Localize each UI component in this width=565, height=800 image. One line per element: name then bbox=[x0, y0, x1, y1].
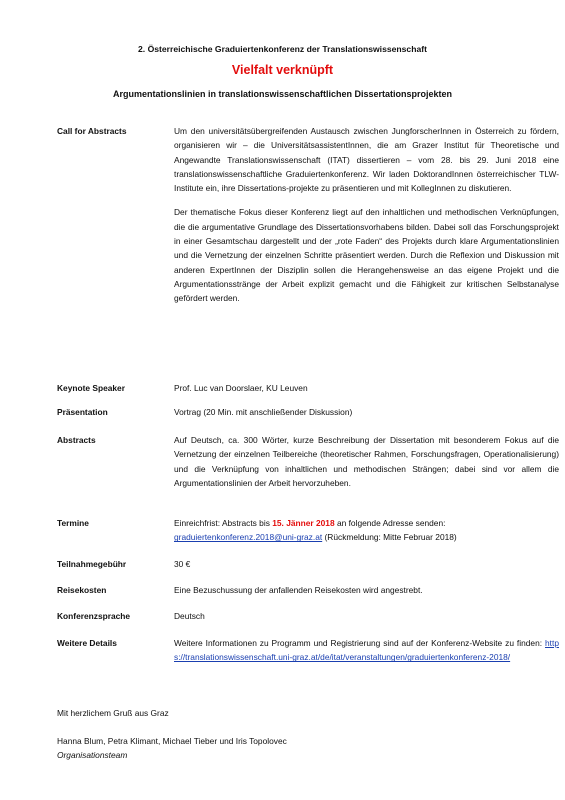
paragraph: Um den universitätsübergreifenden Austausch zwischen JungforscherInnen in Österreich zu fördern, organisieren wir – die UniversitätsassistentInnen, die am Grazer Institut für Theoretische und Angewandte Translationswissenschaft (ITAT) dissertieren – vom 28. bis 29. Juni 2018 eine translationswissenschaftliche Graduiertenkonferenz. Wir laden DoktorandInnen österreichischer TLW-Institute ein, ihre Dissertations-projekte zu präsentieren und mit KollegInnen zu diskutieren. bbox=[174, 126, 559, 194]
closing-names: Hanna Blum, Petra Klimant, Michael Tieber und Iris Topolovec bbox=[57, 736, 287, 746]
section-label: Konferenzsprache bbox=[57, 611, 131, 621]
section-value: Auf Deutsch, ca. 300 Wörter, kurze Beschreibung der Dissertation mit besonderem Fokus auf die Vernetzung der einzelnen Teilbereiche (theoretischer Rahmen, Forschungsfragen, Operationalisierung) und die Verknüpfung von inhaltlichen und methodischen Strängen; dabei sind vor allem die Argumentationslinien der Arbeit hervorzuheben. bbox=[174, 435, 559, 488]
subtitle: Argumentationslinien in translationswissenschaftlichen Dissertationsprojekten bbox=[112, 89, 453, 99]
details-text: Weitere Informationen zu Programm und Registrierung sind auf der Konferenz-Website zu finden: bbox=[174, 638, 546, 648]
section-value: 30 € bbox=[174, 559, 191, 569]
closing-team: Organisationsteam bbox=[57, 750, 128, 760]
section-value: Vortrag (20 Min. mit anschließender Diskussion) bbox=[174, 407, 353, 417]
email-link[interactable]: graduiertenkonferenz.2018@uni-graz.at bbox=[174, 532, 323, 543]
feedback-text: (Rückmeldung: Mitte Februar 2018) bbox=[322, 532, 457, 543]
main-title: Vielfalt verknüpft bbox=[231, 63, 334, 77]
section-value: Prof. Luc van Doorslaer, KU Leuven bbox=[174, 383, 308, 393]
section-label: Call for Abstracts bbox=[57, 126, 127, 136]
section-body bbox=[174, 124, 559, 316]
deadline-date: 15. Jänner 2018 bbox=[272, 518, 335, 528]
section-label: Präsentation bbox=[57, 407, 108, 417]
deadline-text: Einreichfrist: Abstracts bis bbox=[174, 518, 273, 528]
section-value: Eine Bezuschussung der anfallenden Reisekosten wird angestrebt. bbox=[174, 585, 423, 595]
section-label: Teilnahmegebühr bbox=[57, 559, 127, 569]
website-link[interactable]: https://translationswissenschaft.uni-graz.at/de/itat/veranstaltungen/graduiertenkonferenz-2018/ bbox=[174, 638, 559, 663]
section-label: Weitere Details bbox=[57, 638, 117, 648]
section-label: Reisekosten bbox=[57, 585, 107, 595]
closing-greeting: Mit herzlichem Gruß aus Graz bbox=[57, 708, 169, 718]
deadline-text-after: an folgende Adresse senden: bbox=[334, 518, 446, 528]
conference-title: 2. Österreichische Graduiertenkonferenz der Translationswissenschaft bbox=[138, 44, 427, 54]
section-value bbox=[174, 516, 559, 545]
section-label: Keynote Speaker bbox=[57, 383, 125, 393]
section-label: Termine bbox=[57, 518, 89, 528]
paragraph: Der thematische Fokus dieser Konferenz liegt auf den inhaltlichen und methodischen Verknüpfungen, die die argumentative Grundlage des Dissertationsvorhabens bilden. Dabei soll das Forschungsprojekt in einer Gesamtschau dargestellt und der „rote Faden“ des Projekts durch klare Argumentationslinien und die Vernetzung der einzelnen Schritte präsentiert werden. Durch die Reflexion und Diskussion mit anderen ExpertInnen der Disziplin sollen die Herangehensweise an das eigene Projekt und die Argumentationsstränge der Arbeit explizit gemacht und die Fähigkeit zur kritischen Selbstanalyse gefördert werden. bbox=[174, 207, 559, 304]
section-value bbox=[174, 636, 559, 665]
section-label: Abstracts bbox=[57, 435, 96, 445]
section-value: Deutsch bbox=[174, 611, 205, 621]
